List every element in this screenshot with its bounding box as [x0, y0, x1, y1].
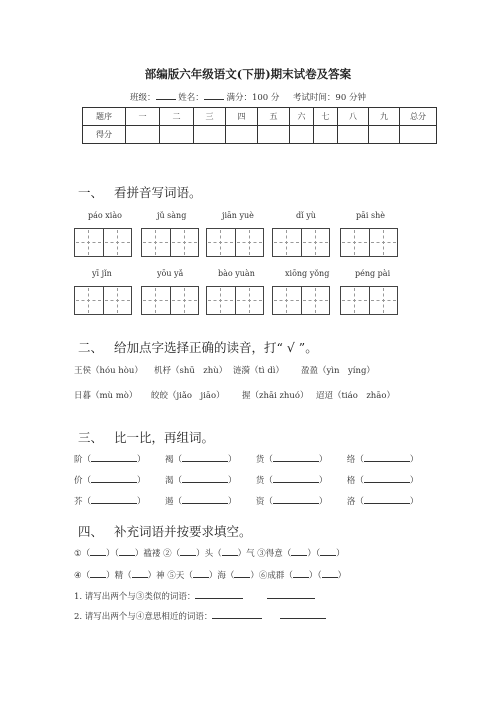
compare-char: 货: [255, 476, 265, 486]
section-3-heading: [78, 428, 214, 446]
pinyin-label: jǔ sàng: [157, 211, 187, 220]
score-header-row: [83, 108, 437, 126]
score-header: 八: [338, 108, 369, 126]
answer-blank[interactable]: [132, 568, 148, 578]
writing-grid[interactable]: [340, 286, 398, 315]
compare-char: 络: [346, 455, 356, 465]
compare-char: 货: [255, 455, 265, 465]
score-cell[interactable]: [369, 126, 400, 144]
answer-blank[interactable]: [273, 452, 319, 462]
section-title: 看拼音写词语。: [114, 185, 202, 200]
answer-blank[interactable]: [90, 546, 106, 556]
answer-blank[interactable]: [273, 473, 319, 483]
compare-char: 遏: [164, 497, 174, 507]
pinyin-label: yōu yǎ: [157, 269, 184, 278]
answer-blank[interactable]: [182, 473, 228, 483]
idiom-text: ）⑥成群（: [250, 571, 293, 581]
compare-row: 阶（ ） 褐（ ） 货（ ） 络（ ）: [74, 452, 418, 465]
idiom-text: ）海（: [208, 571, 235, 581]
compare-row: 芥（ ） 遏（ ） 资（ ） 洛（ ）: [74, 494, 418, 507]
reading-item[interactable]: 机杼（shū zhù）: [154, 366, 228, 376]
writing-grid[interactable]: [206, 286, 264, 315]
class-label: 班级：: [130, 93, 156, 103]
answer-blank[interactable]: [119, 546, 135, 556]
writing-grid[interactable]: [272, 286, 330, 315]
section-number: 三、: [78, 430, 104, 445]
writing-grid[interactable]: [340, 228, 398, 257]
pinyin-label: xiōng yǒng: [285, 269, 330, 278]
idiom-text: ）（: [106, 549, 119, 559]
score-header: 一: [126, 108, 160, 126]
section-number: 一、: [78, 185, 104, 200]
time-label: 考试时间：90 分钟: [292, 93, 366, 103]
score-header: 五: [258, 108, 290, 126]
score-cell[interactable]: [314, 126, 338, 144]
compare-char: 褐: [164, 455, 174, 465]
score-header: 总分: [400, 108, 437, 126]
idiom-text: ）气 ③得意（: [237, 549, 292, 559]
reading-item[interactable]: 迢迢（tiáo zhāo）: [316, 391, 395, 401]
answer-blank[interactable]: [212, 609, 262, 619]
idiom-text: ）（: [307, 549, 321, 559]
answer-blank[interactable]: [180, 546, 196, 556]
answer-blank[interactable]: [267, 589, 315, 599]
pinyin-label: jiān yuè: [222, 211, 254, 220]
answer-blank[interactable]: [322, 568, 338, 578]
score-cell[interactable]: [290, 126, 314, 144]
answer-blank[interactable]: [91, 473, 137, 483]
reading-item[interactable]: 王侯（hóu hòu）: [74, 366, 143, 376]
idiom-text: ）: [336, 549, 345, 559]
writing-grid[interactable]: [74, 286, 132, 315]
answer-blank[interactable]: [222, 546, 238, 556]
compare-char: 阶: [74, 455, 83, 465]
score-header: 六: [290, 108, 314, 126]
idiom-row: [74, 568, 346, 581]
score-cell[interactable]: [194, 126, 226, 144]
pinyin-label: páo xiào: [88, 211, 122, 220]
name-blank[interactable]: [204, 90, 224, 100]
score-row-label: 得分: [83, 126, 126, 144]
score-header: 三: [194, 108, 226, 126]
writing-grid[interactable]: [272, 228, 330, 257]
name-label: 姓名：: [178, 93, 204, 103]
doc-title: 部编版六年级语文(下册)期末试卷及答案: [144, 67, 352, 81]
score-table: [82, 107, 437, 144]
section-1-heading: [78, 183, 202, 201]
answer-blank[interactable]: [291, 546, 307, 556]
answer-blank[interactable]: [320, 546, 336, 556]
idiom-text: ）: [337, 571, 347, 581]
answer-blank[interactable]: [364, 473, 410, 483]
section-4-heading: [78, 522, 252, 540]
section-number: 四、: [78, 524, 104, 539]
compare-char: 格: [346, 476, 356, 486]
class-blank[interactable]: [156, 90, 176, 100]
reading-item[interactable]: 握（zhāi zhuó）: [242, 391, 309, 401]
idiom-text: ）神 ⑤天（: [147, 571, 193, 581]
writing-grid[interactable]: [74, 228, 132, 257]
compare-row: 价（ ） 渴（ ） 货（ ） 格（ ）: [74, 473, 418, 486]
reading-item[interactable]: 日暮（mù mò）: [74, 391, 138, 401]
section-title: 给加点字选择正确的读音，打“ √ ”。: [114, 340, 318, 355]
writing-grid[interactable]: [206, 228, 264, 257]
info-line: [0, 90, 496, 103]
score-header: 题序: [83, 108, 126, 126]
reading-item[interactable]: 涟漪（tì dì）: [233, 366, 284, 376]
score-header: 四: [226, 108, 258, 126]
idiom-text: ④（: [74, 571, 91, 581]
section-title: 比一比，再组词。: [114, 430, 215, 445]
pinyin-label: pāi shè: [356, 211, 385, 220]
compare-char: 渴: [164, 476, 174, 486]
score-cell[interactable]: [338, 126, 369, 144]
idiom-text: ①（: [74, 549, 91, 559]
answer-blank[interactable]: [293, 568, 309, 578]
compare-char: 资: [255, 497, 265, 507]
section-number: 二、: [78, 340, 104, 355]
idiom-text: ）（: [308, 571, 322, 581]
score-header: 九: [369, 108, 400, 126]
score-cell[interactable]: [126, 126, 160, 144]
score-header: 二: [160, 108, 194, 126]
score-cell[interactable]: [160, 126, 194, 144]
answer-blank[interactable]: [234, 568, 250, 578]
answer-blank[interactable]: [182, 494, 228, 504]
section-title: 补充词语并按要求填空。: [114, 524, 252, 539]
sub-question-2: [74, 609, 326, 622]
pinyin-label: yī jǐn: [92, 269, 112, 278]
answer-blank[interactable]: [364, 494, 410, 504]
answer-blank[interactable]: [193, 568, 209, 578]
writing-grid[interactable]: [141, 286, 199, 315]
reading-item[interactable]: 皎皎（jiǎo jiāo）: [151, 391, 225, 401]
answer-blank[interactable]: [91, 452, 137, 462]
answer-blank[interactable]: [280, 609, 326, 619]
answer-blank[interactable]: [182, 452, 228, 462]
score-label: 满分：100 分: [226, 93, 280, 103]
compare-char: 芥: [74, 497, 83, 507]
score-cell[interactable]: [400, 126, 437, 144]
sub-question-text: 2. 请写出两个与④意思相近的词语：: [74, 612, 213, 622]
answer-blank[interactable]: [91, 494, 137, 504]
answer-blank[interactable]: [364, 452, 410, 462]
writing-grid[interactable]: [141, 228, 199, 257]
sub-question-1: [74, 589, 315, 602]
compare-char: 洛: [346, 497, 356, 507]
answer-blank[interactable]: [90, 568, 106, 578]
section-2-heading: [78, 338, 318, 356]
idiom-row: [74, 546, 345, 559]
idiom-text: ）精（: [106, 571, 132, 581]
answer-blank[interactable]: [195, 589, 243, 599]
reading-item[interactable]: 盈盈（yìn yíng）: [301, 366, 375, 376]
pinyin-label: dǐ yù: [296, 211, 316, 220]
score-cell[interactable]: [226, 126, 258, 144]
pinyin-label: péng pài: [355, 269, 391, 278]
score-header: 七: [314, 108, 338, 126]
compare-char: 价: [74, 476, 83, 486]
idiom-text: ）头（: [196, 549, 222, 559]
pinyin-label: bào yuàn: [218, 269, 255, 278]
sub-question-text: 1. 请写出两个与③类似的词语：: [74, 592, 196, 602]
score-value-row: [83, 126, 437, 144]
idiom-text: ）褴褛 ②（: [134, 549, 181, 559]
answer-blank[interactable]: [273, 494, 319, 504]
score-cell[interactable]: [258, 126, 290, 144]
